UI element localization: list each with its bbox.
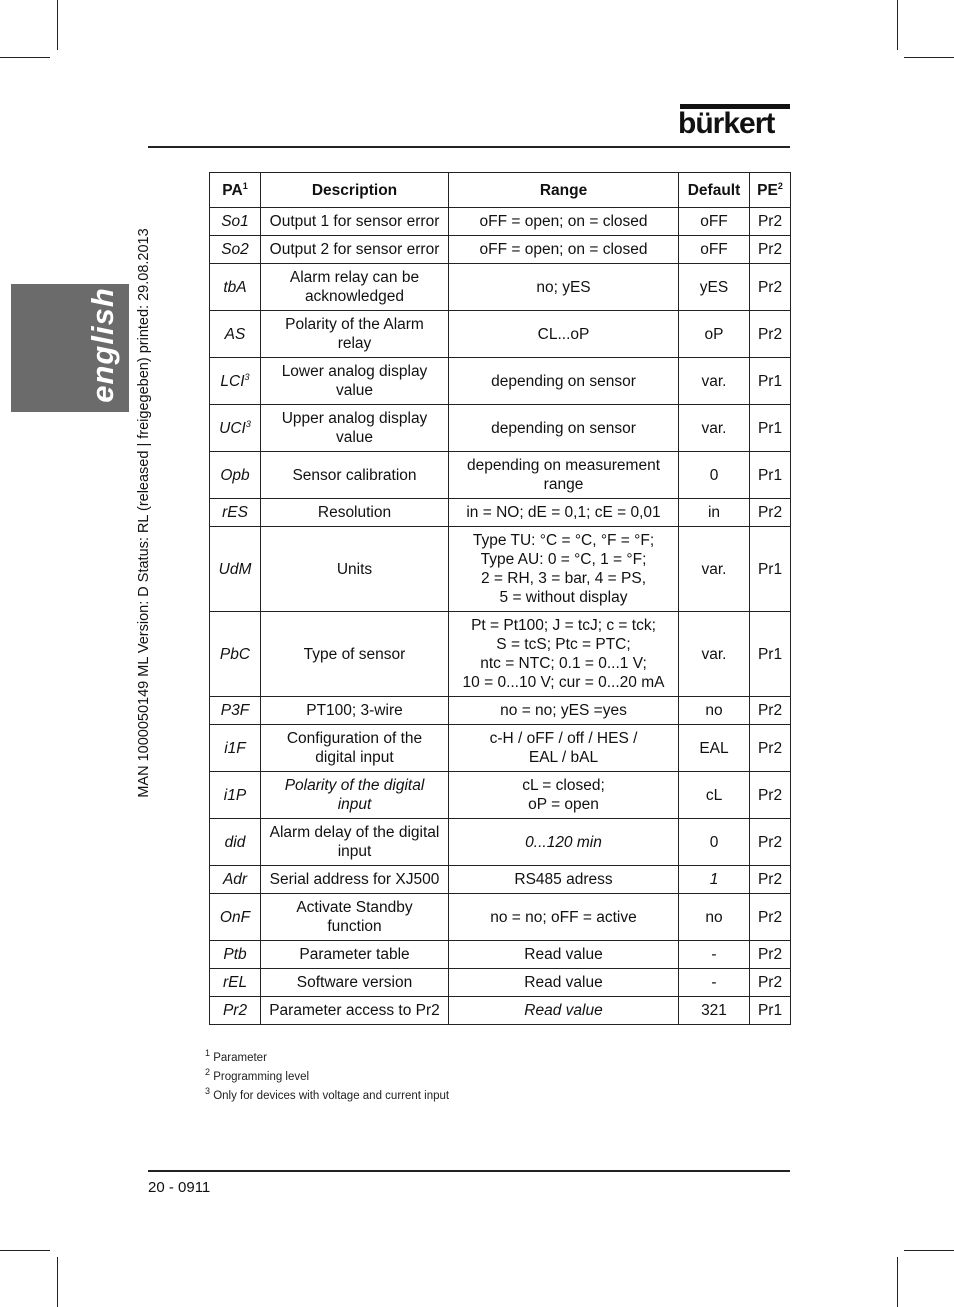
cell-programming-level: Pr1 [750, 405, 791, 452]
cell-description [261, 405, 449, 452]
logo-text: bürkert [678, 107, 775, 140]
cell-parameter [210, 358, 261, 405]
range-line: 2 = RH, 3 = bar, 4 = PS, [481, 570, 646, 587]
table-row [210, 697, 791, 725]
table-row [210, 208, 791, 236]
description-line: Software version [296, 974, 413, 991]
parameter-code: OnF [219, 908, 251, 926]
cell-default: no [679, 697, 750, 725]
description-line: Units [336, 560, 373, 578]
range-line: depending on sensor [491, 419, 636, 437]
footnote-mark: 2 [205, 1067, 211, 1078]
description-line: relay [337, 335, 372, 352]
description-line: Activate Standby [296, 899, 413, 916]
cell-default: in [679, 499, 750, 527]
cell-default: no [679, 894, 750, 941]
table-header-row [210, 173, 791, 208]
cell-range [449, 499, 679, 527]
table-row [210, 612, 791, 697]
cell-parameter [210, 866, 261, 894]
table-row [210, 772, 791, 819]
cell-parameter [210, 264, 261, 311]
table-row [210, 941, 791, 969]
description-line: Configuration of the [286, 730, 423, 747]
table-row [210, 405, 791, 452]
crop-mark [0, 1250, 50, 1251]
cell-default: var. [679, 612, 750, 697]
table-row [210, 969, 791, 997]
parameter-code: PbC [219, 645, 251, 663]
table-row [210, 997, 791, 1025]
cell-parameter [210, 969, 261, 997]
description-line: Parameter table [299, 946, 410, 963]
header-pe-label: PE [757, 181, 778, 199]
cell-programming-level: Pr2 [750, 236, 791, 264]
cell-programming-level: Pr2 [750, 894, 791, 941]
cell-default: oP [679, 311, 750, 358]
footnote-mark: 3 [205, 1086, 211, 1097]
description-line: Output 2 for sensor error [269, 241, 440, 258]
description-line: input [337, 843, 372, 860]
parameter-code: Ptb [223, 946, 247, 963]
description-line: value [335, 429, 374, 446]
cell-programming-level: Pr1 [750, 997, 791, 1025]
range-line: no; yES [536, 278, 591, 296]
table-row [210, 311, 791, 358]
range-line: no = no; yES =yes [500, 702, 627, 719]
description-line: Polarity of the digital [284, 777, 425, 794]
description-line: value [335, 382, 374, 399]
table-body [210, 208, 791, 1025]
crop-mark [0, 57, 50, 58]
cell-default: yES [679, 264, 750, 311]
description-line: input [337, 796, 372, 813]
cell-range [449, 969, 679, 997]
table-row [210, 264, 791, 311]
cell-range [449, 997, 679, 1025]
parameter-code: tbA [223, 278, 247, 296]
range-line: depending on measurement [466, 457, 661, 474]
cell-parameter [210, 236, 261, 264]
parameter-code: So2 [221, 241, 249, 258]
cell-programming-level: Pr2 [750, 697, 791, 725]
footnote [205, 1049, 449, 1068]
cell-parameter [210, 997, 261, 1025]
description-line: Alarm relay can be [289, 269, 420, 286]
parameter-code: did [224, 833, 246, 851]
range-line: cL = closed; [522, 777, 605, 794]
cell-default: oFF [679, 208, 750, 236]
cell-parameter [210, 894, 261, 941]
cell-range [449, 725, 679, 772]
cell-description [261, 208, 449, 236]
cell-default: 1 [679, 866, 750, 894]
table-row [210, 725, 791, 772]
cell-description [261, 358, 449, 405]
table-row [210, 236, 791, 264]
footnote-ref: 1 [242, 180, 248, 191]
cell-description [261, 866, 449, 894]
parameter-code: i1F [224, 739, 246, 757]
cell-default: EAL [679, 725, 750, 772]
cell-programming-level: Pr2 [750, 866, 791, 894]
cell-programming-level: Pr2 [750, 969, 791, 997]
parameter-code: Pr2 [222, 1002, 248, 1019]
footnote [205, 1068, 449, 1087]
header-pa-label: PA [222, 181, 243, 199]
description-line: acknowledged [304, 288, 405, 305]
crop-mark [897, 0, 898, 50]
cell-parameter [210, 311, 261, 358]
parameter-code: Opb [220, 466, 250, 484]
cell-range [449, 772, 679, 819]
cell-programming-level: Pr1 [750, 358, 791, 405]
table-row [210, 819, 791, 866]
crop-mark [57, 1257, 58, 1307]
cell-default: oFF [679, 236, 750, 264]
language-label: english [85, 287, 120, 403]
cell-programming-level: Pr2 [750, 772, 791, 819]
header-pe [750, 173, 791, 208]
range-line: 0...120 min [525, 833, 602, 851]
table-row [210, 452, 791, 499]
header-range: Range [449, 173, 679, 208]
cell-default: 0 [679, 819, 750, 866]
cell-range [449, 405, 679, 452]
range-line: CL...oP [537, 325, 590, 343]
description-line: Output 1 for sensor error [269, 213, 440, 230]
cell-parameter [210, 405, 261, 452]
parameter-code: i1P [223, 786, 247, 804]
cell-range [449, 358, 679, 405]
cell-range [449, 612, 679, 697]
description-line: Type of sensor [303, 645, 406, 663]
cell-description [261, 527, 449, 612]
cell-description [261, 819, 449, 866]
cell-description [261, 612, 449, 697]
description-line: Resolution [317, 504, 392, 521]
description-line: digital input [315, 749, 394, 766]
footnotes [205, 1049, 449, 1106]
description-line: Serial address for XJ500 [269, 871, 440, 888]
crop-mark [897, 1257, 898, 1307]
cell-range [449, 264, 679, 311]
cell-description [261, 969, 449, 997]
footnote-text: Programming level [213, 1071, 310, 1083]
cell-description [261, 997, 449, 1025]
cell-programming-level: Pr1 [750, 612, 791, 697]
page-number: 20 - 0911 [148, 1179, 211, 1196]
range-line: Type AU: 0 = °C, 1 = °F; [480, 551, 647, 568]
cell-programming-level: Pr2 [750, 311, 791, 358]
parameter-code: So1 [221, 213, 249, 230]
crop-mark [904, 57, 954, 58]
description-line: Parameter access to Pr2 [269, 1002, 440, 1019]
parameter-code: LCI [220, 372, 245, 390]
range-line: range [543, 476, 584, 493]
cell-description [261, 894, 449, 941]
cell-default: - [679, 941, 750, 969]
cell-default: cL [679, 772, 750, 819]
cell-programming-level: Pr2 [750, 941, 791, 969]
cell-range [449, 208, 679, 236]
cell-description [261, 725, 449, 772]
cell-range [449, 697, 679, 725]
range-line: ntc = NTC; 0.1 = 0...1 V; [480, 655, 647, 672]
description-line: Lower analog display [281, 363, 428, 380]
description-line: PT100; 3-wire [306, 702, 403, 719]
crop-mark [904, 1250, 954, 1251]
range-line: Read value [524, 1002, 603, 1019]
description-line: function [327, 918, 382, 935]
footnote-ref: 3 [245, 418, 251, 429]
description-line: Upper analog display [281, 410, 428, 427]
cell-programming-level: Pr2 [750, 208, 791, 236]
cell-description [261, 772, 449, 819]
cell-default: 0 [679, 452, 750, 499]
cell-range [449, 866, 679, 894]
cell-description [261, 941, 449, 969]
parameter-code: UCI [219, 419, 246, 437]
table-row [210, 894, 791, 941]
cell-description [261, 697, 449, 725]
cell-default: 321 [679, 997, 750, 1025]
cell-description [261, 311, 449, 358]
cell-parameter [210, 499, 261, 527]
footer-rule [148, 1170, 790, 1172]
cell-parameter [210, 612, 261, 697]
footnote [205, 1087, 449, 1106]
parameter-table [209, 172, 791, 1025]
footnote-mark: 1 [205, 1048, 211, 1059]
parameter-code: AS [224, 325, 246, 343]
range-line: Read value [524, 974, 603, 991]
cell-range [449, 941, 679, 969]
header-description: Description [261, 173, 449, 208]
parameter-code: rES [222, 504, 248, 521]
parameter-code: UdM [218, 560, 252, 578]
brand-logo [680, 104, 790, 140]
range-line: Type TU: °C = °C, °F = °F; [472, 532, 655, 549]
range-line: EAL / bAL [528, 749, 599, 766]
cell-description [261, 452, 449, 499]
parameter-code: Adr [222, 871, 248, 888]
crop-mark [57, 0, 58, 50]
cell-parameter [210, 772, 261, 819]
range-line: oFF = open; on = closed [479, 241, 648, 258]
cell-default: var. [679, 527, 750, 612]
range-line: oP = open [528, 796, 599, 813]
cell-parameter [210, 452, 261, 499]
range-line: c-H / oFF / off / HES / [489, 730, 638, 747]
range-line: no = no; oFF = active [490, 908, 637, 926]
footnote-ref: 2 [777, 180, 783, 191]
range-line: RS485 adress [514, 871, 613, 888]
cell-parameter [210, 697, 261, 725]
footnote-ref: 3 [244, 371, 250, 382]
cell-description [261, 264, 449, 311]
range-line: in = NO; dE = 0,1; cE = 0,01 [466, 504, 661, 521]
footnote-text: Parameter [213, 1052, 267, 1064]
cell-range [449, 819, 679, 866]
range-line: Pt = Pt100; J = tcJ; c = tck; [471, 617, 656, 634]
cell-parameter [210, 527, 261, 612]
table-row [210, 358, 791, 405]
description-line: Alarm delay of the digital [269, 824, 440, 841]
document-meta: MAN 1000050149 ML Version: D Status: RL (released | freigegeben) printed: 29.08.2013 [136, 228, 152, 798]
header-rule [148, 146, 790, 148]
footnote-text: Only for devices with voltage and current input [213, 1090, 450, 1102]
cell-range [449, 452, 679, 499]
parameter-code: P3F [220, 702, 250, 719]
cell-parameter [210, 941, 261, 969]
range-line: 5 = without display [499, 589, 628, 606]
cell-programming-level: Pr2 [750, 499, 791, 527]
description-line: Sensor calibration [292, 466, 417, 484]
cell-programming-level: Pr2 [750, 725, 791, 772]
table-row [210, 527, 791, 612]
cell-programming-level: Pr2 [750, 264, 791, 311]
cell-range [449, 236, 679, 264]
cell-description [261, 499, 449, 527]
header-pa [210, 173, 261, 208]
range-line: 10 = 0...10 V; cur = 0...20 mA [462, 674, 665, 691]
cell-range [449, 894, 679, 941]
table-row [210, 866, 791, 894]
cell-parameter [210, 819, 261, 866]
range-line: Read value [524, 946, 603, 963]
cell-programming-level: Pr1 [750, 527, 791, 612]
cell-range [449, 311, 679, 358]
table-row [210, 499, 791, 527]
cell-programming-level: Pr1 [750, 452, 791, 499]
range-line: oFF = open; on = closed [479, 213, 648, 230]
cell-parameter [210, 725, 261, 772]
parameter-code: rEL [222, 974, 248, 991]
cell-default: var. [679, 405, 750, 452]
header-default: Default [679, 173, 750, 208]
cell-programming-level: Pr2 [750, 819, 791, 866]
cell-description [261, 236, 449, 264]
cell-default: var. [679, 358, 750, 405]
range-line: S = tcS; Ptc = PTC; [496, 636, 631, 653]
cell-default: - [679, 969, 750, 997]
cell-range [449, 527, 679, 612]
cell-parameter [210, 208, 261, 236]
description-line: Polarity of the Alarm [285, 316, 424, 333]
range-line: depending on sensor [491, 372, 636, 390]
